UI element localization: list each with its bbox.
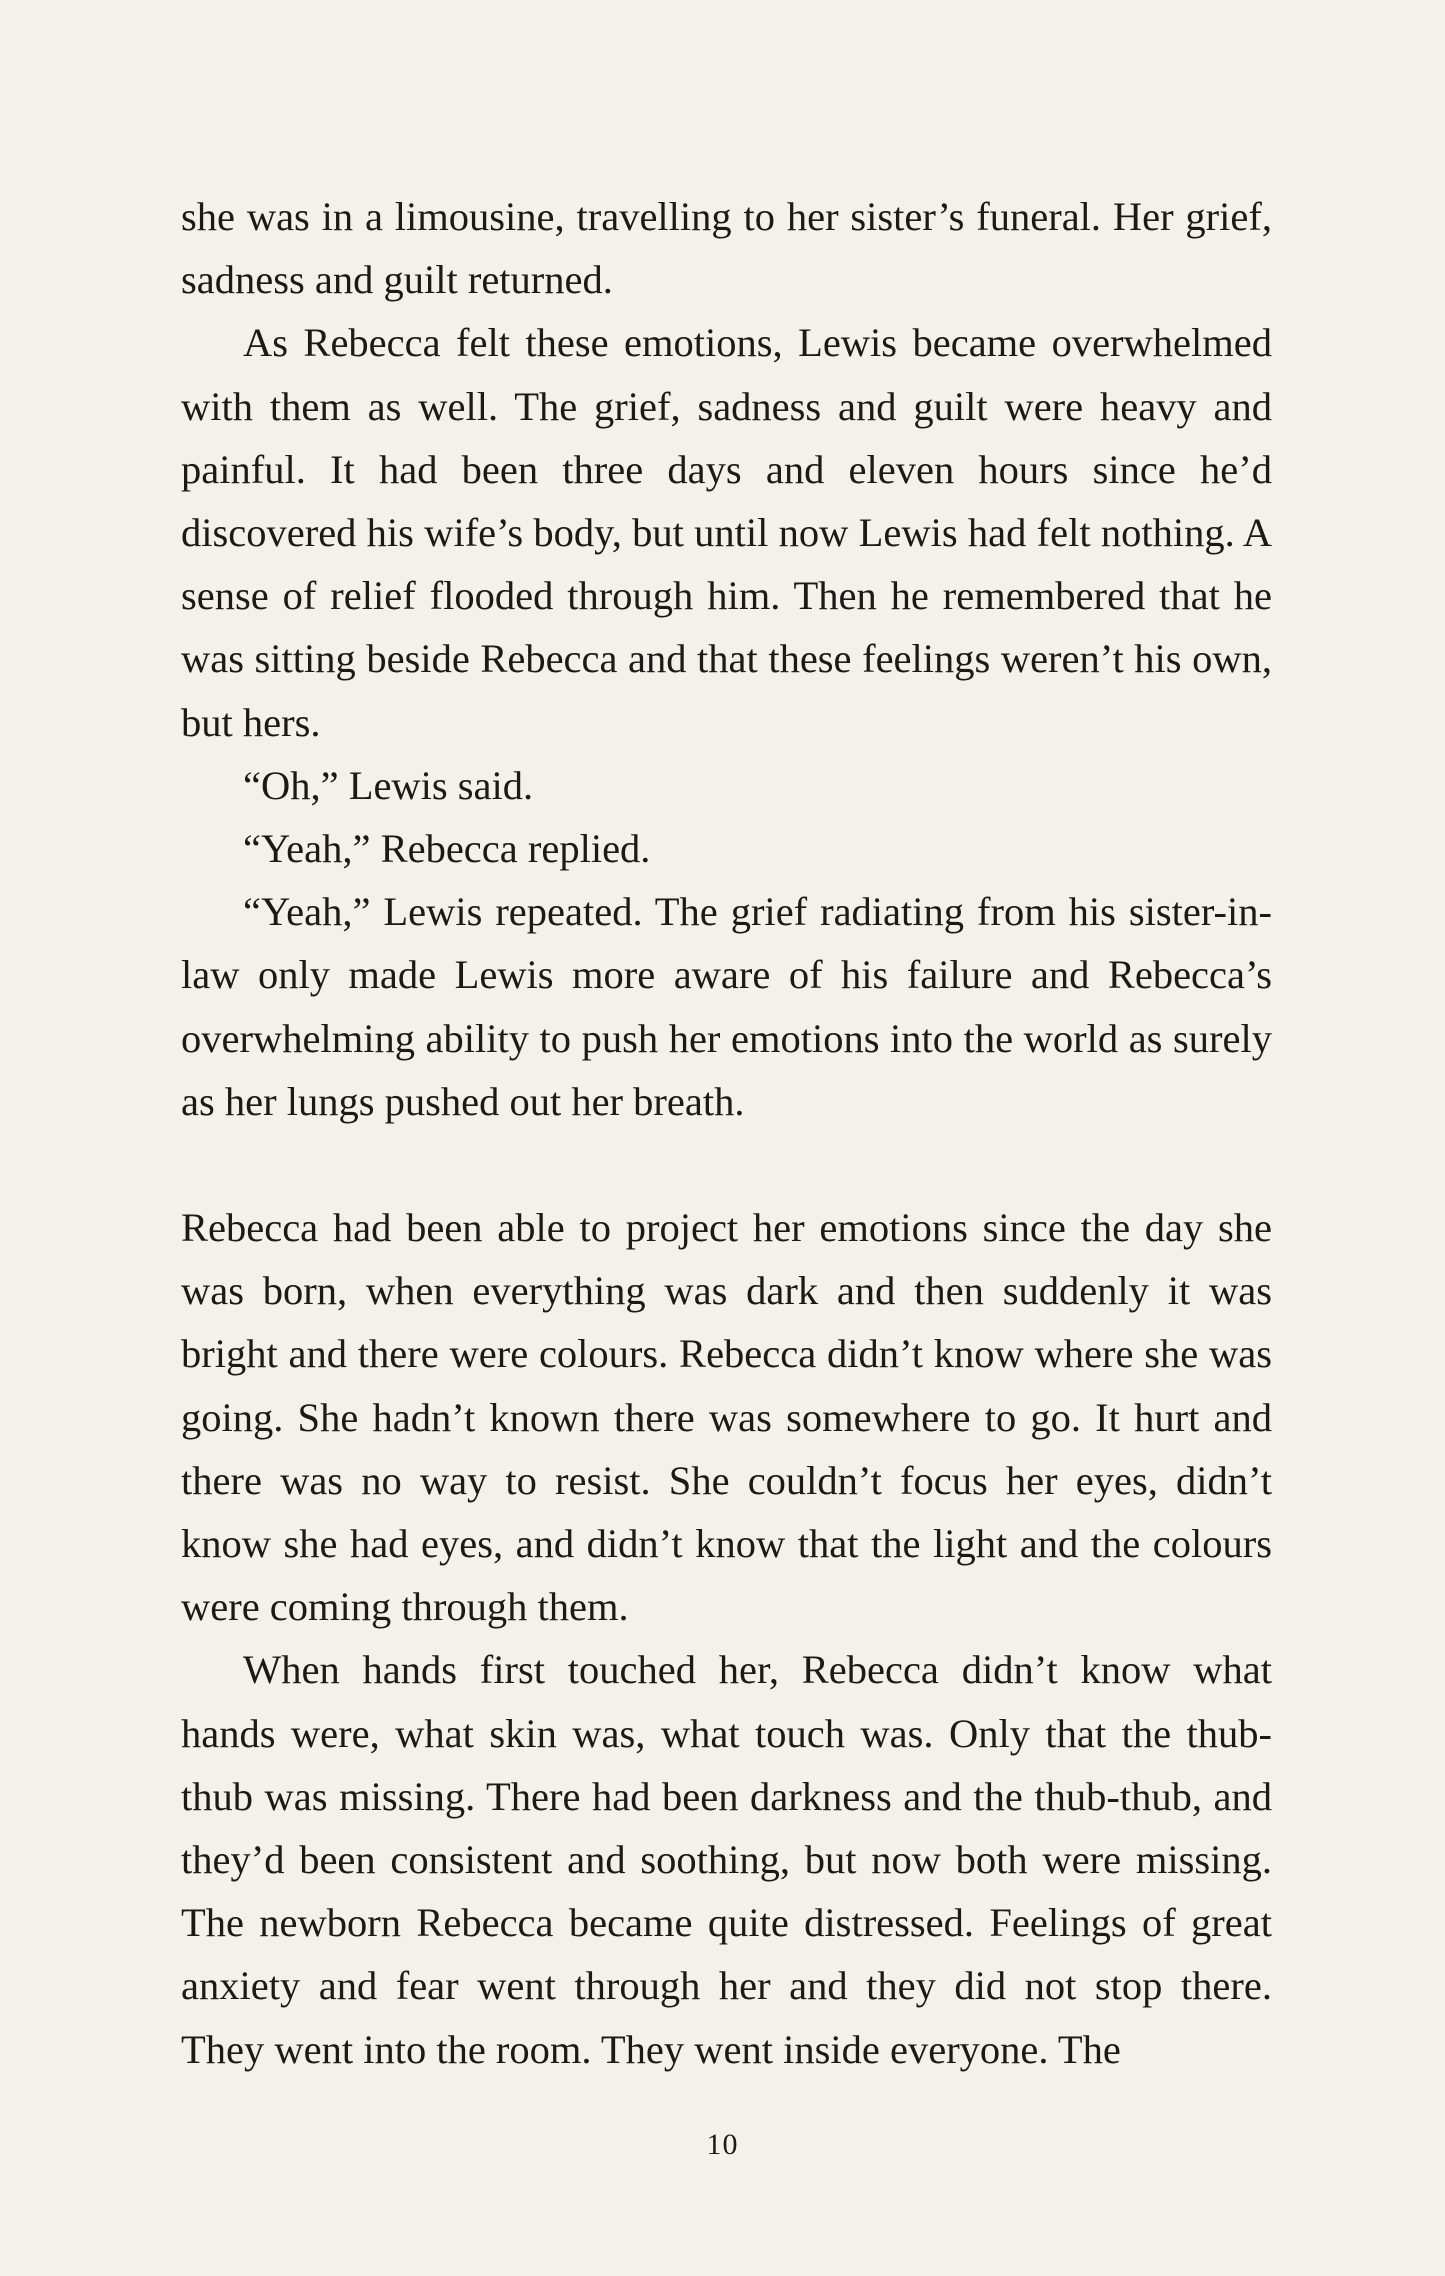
section-break: [181, 1133, 1272, 1196]
paragraph: “Oh,” Lewis said.: [243, 762, 534, 808]
paragraph: she was in a limousine, travelling to her sister’s funeral. Her grief, sadness and guilt returned.: [181, 194, 1272, 303]
page-number: 10: [706, 2128, 739, 2161]
paragraph: Rebecca had been able to project her emotions since the day she was born, when everything was dark and then suddenly it was bright and there were colours. Rebecca didn’t know where she was going. She hadn’t known there was somewhere to go. It hurt and there was no way to resist. She couldn’t focus her eyes, didn’t know she had eyes, and didn’t know that the light and the colours were coming through them.: [181, 1205, 1272, 1630]
paragraph: “Yeah,” Lewis repeated. The grief radiating from his sister-in-law only made Lewis more aware of his failure and Rebecca’s overwhelming ability to push her emotions into the world as surely as her lungs pushed out her breath.: [181, 889, 1272, 1124]
paragraph: “Yeah,” Rebecca replied.: [243, 826, 651, 872]
paragraph: As Rebecca felt these emotions, Lewis became overwhelmed with them as well. The grief, sadness and guilt were heavy and painful. It had been three days and eleven hours since he’d discovered his wife’s body, but until now Lewis had felt nothing. A sense of relief flooded through him. Then he remembered that he was sitting beside Rebecca and that these feelings weren’t his own, but hers.: [181, 320, 1272, 745]
body-text: [181, 185, 1272, 2081]
paragraph: When hands first touched her, Rebecca didn’t know what hands were, what skin was, what touch was. Only that the thub-thub was missing. There had been darkness and the thub-thub, and they’d been consistent and soothing, but now both were missing. The newborn Rebecca became quite distressed. Feelings of great anxiety and fear went through her and they did not stop there. They went into the room. They went inside everyone. The: [181, 1647, 1272, 2072]
